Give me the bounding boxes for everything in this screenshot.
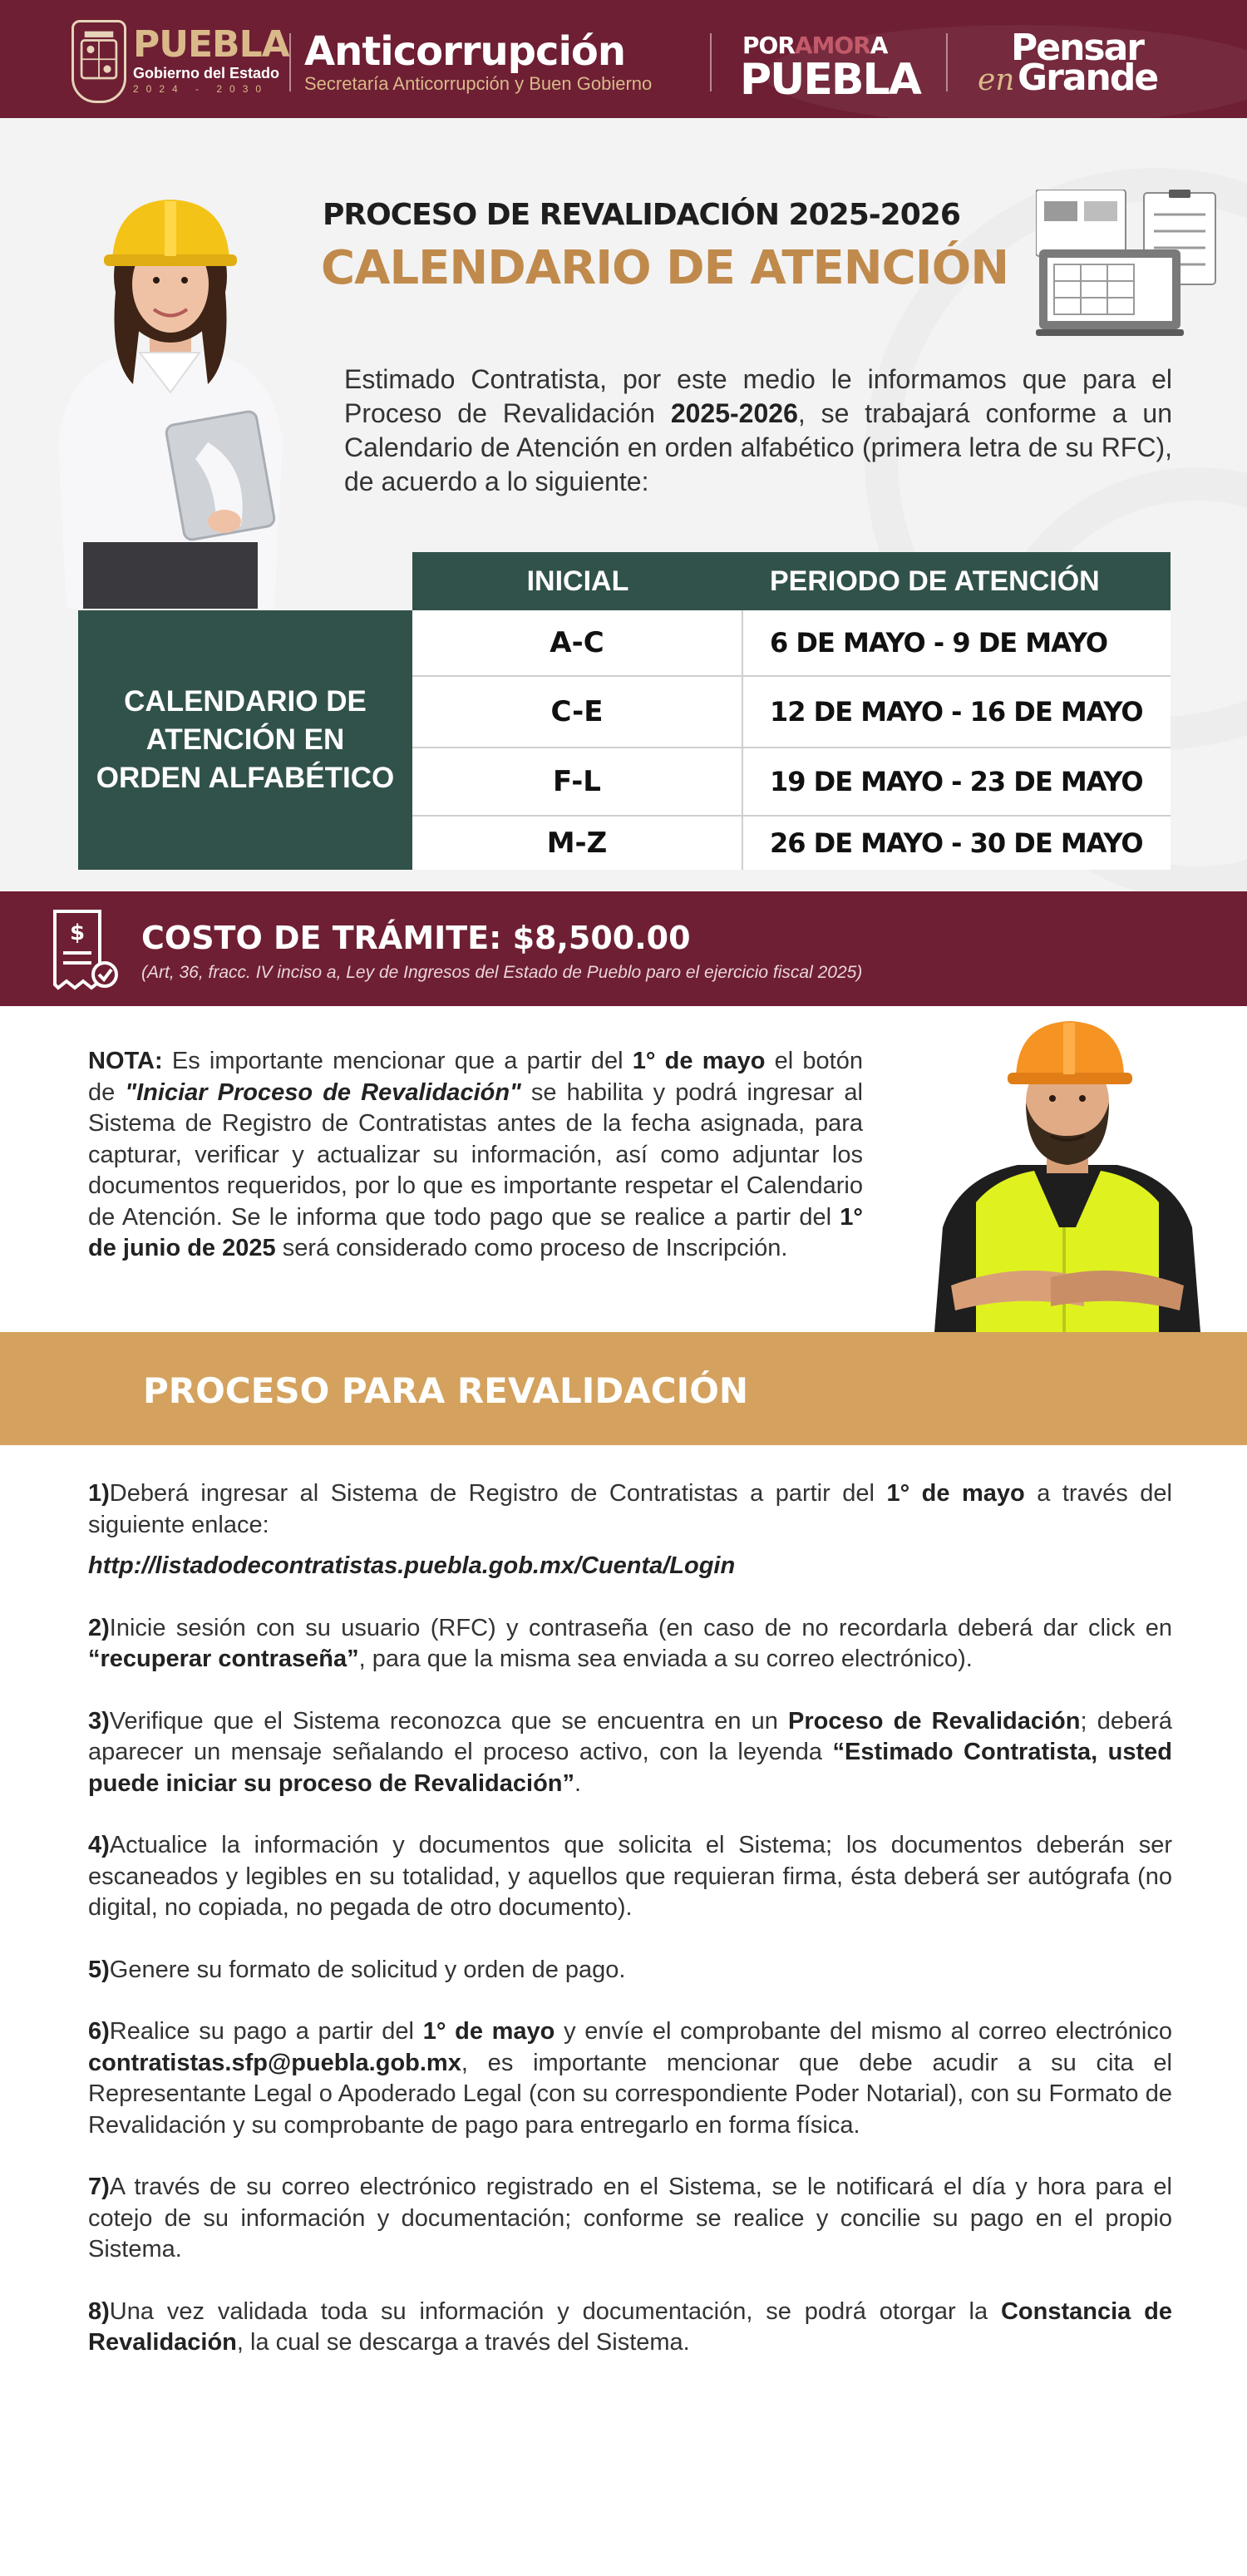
row-initial: A-C bbox=[412, 610, 743, 675]
cost-title: COSTO DE TRÁMITE: $8,500.00 bbox=[141, 920, 691, 956]
note-text: se habilita y podrá ingresar al Sistema de Registro de Contratistas antes de la fecha asignada, para capturar, verificar y actualizar su información, así como adjuntar los documentos requeridos, por lo que es importante respetar el Calendario de Atención. Se le informa que todo pago que se realice a partir del bbox=[88, 1078, 863, 1231]
calendar-table-body bbox=[412, 610, 1171, 870]
header-divider bbox=[289, 33, 291, 91]
step-text: , es importante mencionar que debe acudir a su cita el Representante Legal o Apoderado Legal (con su correspondiente Poder Notarial), con su Formato de Revalidación y su comprobante de pago para entregarlo en forma física. bbox=[88, 2049, 1172, 2139]
note-text: el botón de bbox=[88, 1048, 863, 1106]
step-text: Una vez validada toda su información y documentación, se podrá otorgar la bbox=[109, 2297, 1001, 2325]
intro-bold-period: 2025-2026 bbox=[670, 398, 798, 428]
step-text: Deberá ingresar al Sistema de Registro de Contratistas a partir del bbox=[109, 1480, 887, 1507]
header-divider bbox=[710, 33, 712, 91]
intro-paragraph bbox=[344, 363, 1172, 499]
list-item bbox=[88, 1830, 1172, 1924]
process-steps-list bbox=[88, 1478, 1172, 2390]
calendar-left-label: CALENDARIO DE ATENCIÓN EN ORDEN ALFABÉTICO bbox=[78, 610, 412, 870]
row-period: 6 DE MAYO - 9 DE MAYO bbox=[770, 627, 1108, 659]
secretariat-title: Anticorrupción bbox=[304, 28, 626, 75]
step-text: A través de su correo electrónico registrado en el Sistema, se le notificará el día y hora para el cotejo de su información y documentación; conforme se realice y concilie su pago en el propio Sistema. bbox=[88, 2174, 1172, 2263]
step-bold: “Estimado Contratista, usted puede iniciar su proceso de Revalidación” bbox=[88, 1739, 1172, 1797]
receipt-icon bbox=[50, 906, 123, 993]
row-period: 19 DE MAYO - 23 DE MAYO bbox=[770, 766, 1143, 797]
poramor-por: POR bbox=[742, 32, 795, 59]
step-text: . bbox=[574, 1769, 582, 1797]
intro-text: Estimado Contratista, por este medio le informamos que para el Proceso de Revalidación bbox=[344, 364, 1172, 428]
list-item bbox=[88, 1955, 1172, 1986]
note-label: NOTA: bbox=[88, 1048, 163, 1074]
cost-banner bbox=[0, 891, 1247, 1006]
intro-text: , se trabajará conforme a un Calendario de Atención en orden alfabético (primera letra de su RFC), de acuerdo a lo siguiente: bbox=[344, 398, 1172, 496]
note-bold: 1° de junio de 2025 bbox=[88, 1203, 863, 1261]
step-text: , la cual se descarga a través del Sistema. bbox=[236, 2329, 690, 2356]
step-text: Realice su pago a partir del bbox=[109, 2018, 423, 2045]
row-period: 12 DE MAYO - 16 DE MAYO bbox=[770, 696, 1143, 728]
note-text: Es importante mencionar que a partir del bbox=[162, 1048, 633, 1074]
step-number: 3) bbox=[88, 1707, 110, 1735]
cost-legal-note: (Art, 36, fracc. IV inciso a, Ley de Ingresos del Estado de Pueblo paro el ejercicio fiscal 2025) bbox=[141, 963, 863, 982]
header-divider bbox=[946, 33, 948, 91]
page-title: PROCESO DE REVALIDACIÓN 2025-2026 bbox=[323, 198, 960, 232]
construction-worker-illustration bbox=[918, 1019, 1214, 1332]
note-paragraph bbox=[88, 1046, 863, 1265]
row-initial: F-L bbox=[412, 748, 743, 815]
poramor-a: A bbox=[870, 32, 888, 59]
pensar-logo-en: en bbox=[978, 63, 1015, 97]
table-row bbox=[412, 677, 1171, 748]
poramor-amor: AMOR bbox=[794, 32, 870, 59]
step-bold: Constancia de Revalidación bbox=[88, 2297, 1173, 2356]
secretariat-subtitle: Secretaría Anticorrupción y Buen Gobierno bbox=[304, 73, 653, 94]
note-text: será considerado como proceso de Inscripción. bbox=[275, 1235, 788, 1261]
step-text: a través del siguiente enlace: bbox=[88, 1480, 1172, 1538]
step-bold: “recuperar contraseña” bbox=[88, 1646, 359, 1672]
row-initial: M-Z bbox=[412, 817, 743, 870]
row-period: 26 DE MAYO - 30 DE MAYO bbox=[770, 827, 1143, 859]
step-number: 2) bbox=[88, 1614, 110, 1641]
documents-laptop-icon bbox=[1036, 190, 1222, 338]
poramor-logo-bottom: PUEBLA bbox=[740, 55, 920, 105]
row-initial: C-E bbox=[412, 677, 743, 747]
step-number: 7) bbox=[88, 2174, 110, 2200]
step-text: Verifique que el Sistema reconozca que se encuentra en un bbox=[109, 1707, 789, 1735]
process-banner bbox=[0, 1332, 1247, 1445]
page-subtitle: CALENDARIO DE ATENCIÓN bbox=[321, 241, 1009, 295]
step-text: Genere su formato de solicitud y orden de pago. bbox=[109, 1956, 626, 1983]
puebla-logo-subtitle: Gobierno del Estado bbox=[133, 65, 280, 81]
puebla-seal-icon bbox=[71, 20, 126, 103]
table-row bbox=[412, 748, 1171, 817]
step-text: Inicie sesión con su usuario (RFC) y contraseña (en caso de no recordarla deberá dar click en bbox=[109, 1614, 1172, 1641]
step-bold: 1° de mayo bbox=[886, 1480, 1025, 1507]
list-item bbox=[88, 1706, 1172, 1800]
step-number: 8) bbox=[88, 2297, 110, 2325]
list-item bbox=[88, 2172, 1172, 2266]
list-item bbox=[88, 2297, 1172, 2359]
table-row bbox=[412, 610, 1171, 677]
step-number: 1) bbox=[88, 1480, 110, 1507]
step-bold: 1° de mayo bbox=[422, 2018, 555, 2045]
pensar-logo-top: Pensar bbox=[1011, 27, 1143, 69]
puebla-logo-years: 2024 - 2030 bbox=[133, 83, 269, 95]
calendar-table-header bbox=[412, 552, 1171, 610]
login-link[interactable]: http://listadodecontratistas.puebla.gob.mx/Cuenta/Login bbox=[88, 1552, 736, 1579]
header-initial: INICIAL bbox=[526, 565, 629, 597]
svg-text:$: $ bbox=[69, 920, 86, 945]
list-item bbox=[88, 1613, 1172, 1675]
step-text: , para que la misma sea enviada a su correo electrónico). bbox=[358, 1646, 973, 1672]
woman-engineer-illustration bbox=[33, 193, 308, 609]
process-title: PROCESO PARA REVALIDACIÓN bbox=[143, 1370, 749, 1411]
step-number: 6) bbox=[88, 2018, 110, 2045]
step-text: Actualice la información y documentos que solicita el Sistema; los documentos deberán ser escaneados y legibles en su totalidad, y aquellos que requieran firma, ésta deberá ser autógrafa (no digital, no copiada, no pegada de otro documento). bbox=[88, 1832, 1172, 1921]
step-number: 4) bbox=[88, 1832, 110, 1858]
puebla-logo-title: PUEBLA bbox=[133, 23, 289, 66]
seal-graphic bbox=[74, 22, 124, 101]
header-period: PERIODO DE ATENCIÓN bbox=[770, 565, 1100, 597]
step-text: y envíe el comprobante del mismo al correo electrónico bbox=[554, 2018, 1172, 2045]
note-bold-button-name: "Iniciar Proceso de Revalidación" bbox=[125, 1078, 521, 1106]
step-bold: Proceso de Revalidación bbox=[788, 1707, 1081, 1735]
list-item bbox=[88, 1478, 1172, 1582]
pensar-logo-bottom: Grande bbox=[1018, 57, 1158, 99]
contact-email[interactable]: contratistas.sfp@puebla.gob.mx bbox=[88, 2049, 461, 2076]
header-bar bbox=[0, 0, 1247, 118]
note-bold: 1° de mayo bbox=[632, 1048, 766, 1074]
step-text: ; deberá aparecer un mensaje señalando el proceso activo, con la leyenda bbox=[88, 1707, 1172, 1765]
list-item bbox=[88, 2016, 1172, 2141]
table-row bbox=[412, 817, 1171, 870]
step-number: 5) bbox=[88, 1956, 110, 1983]
